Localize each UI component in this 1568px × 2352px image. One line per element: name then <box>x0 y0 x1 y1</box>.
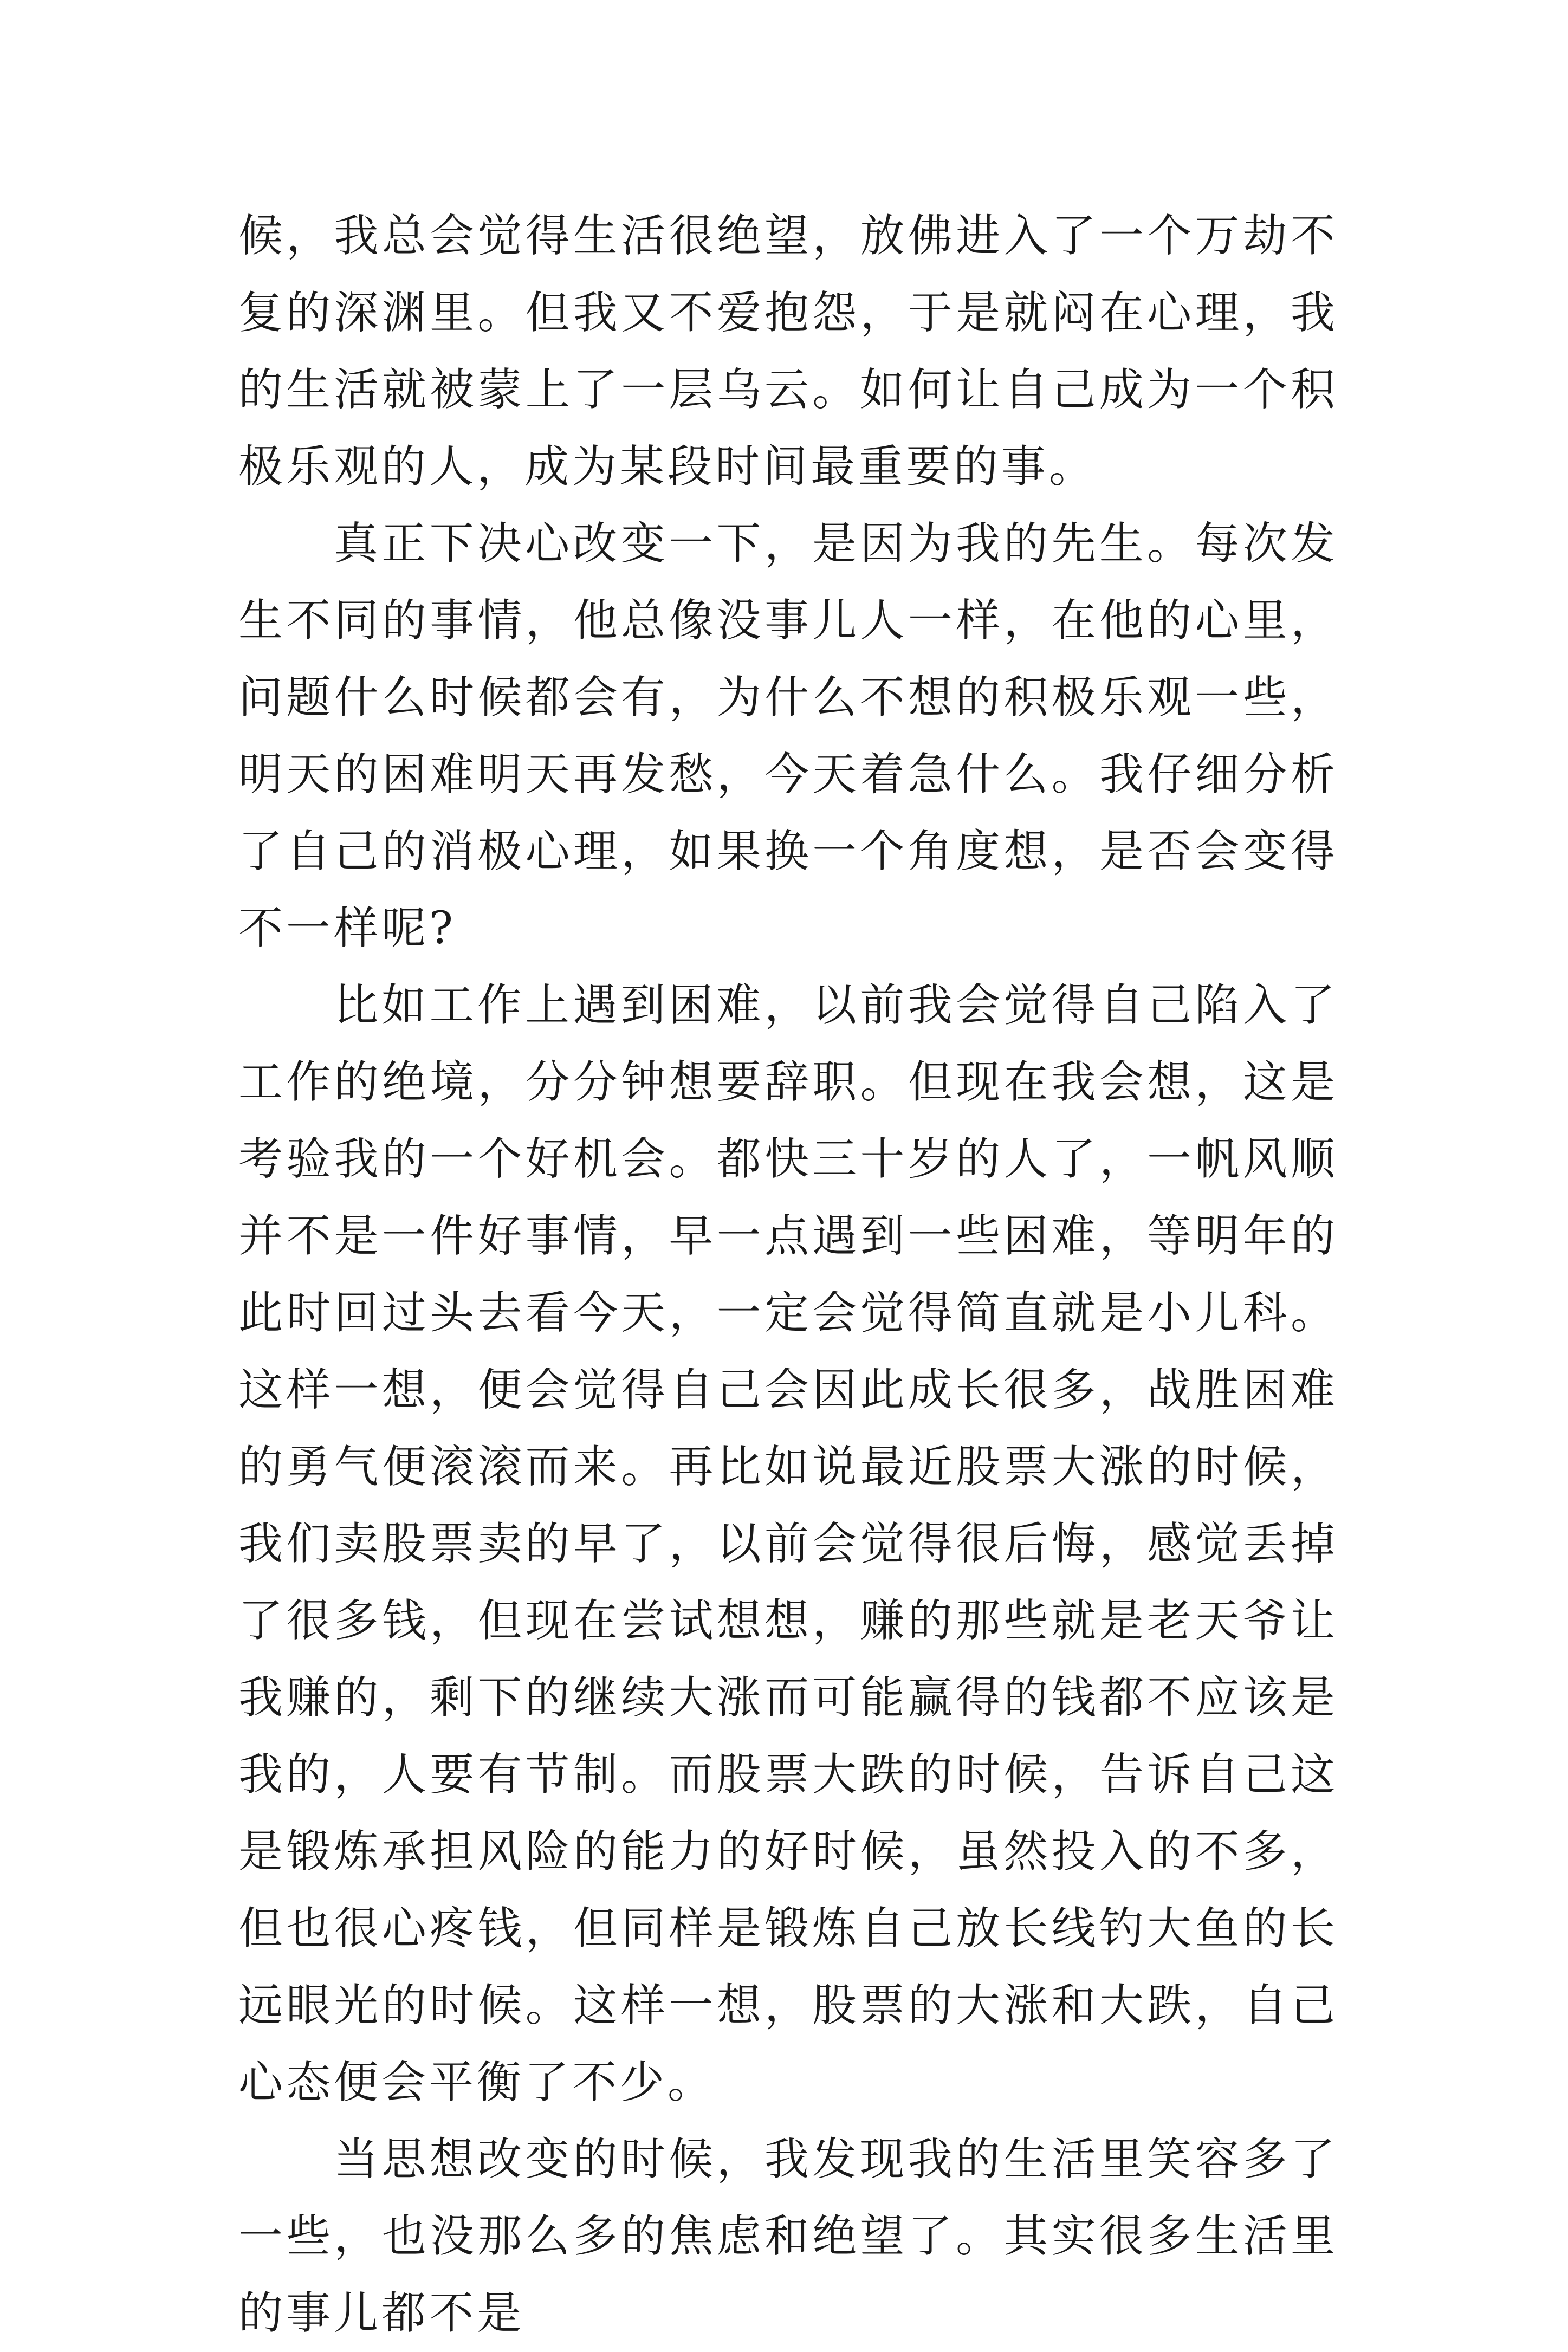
paragraph-2: 真正下决心改变一下，是因为我的先生。每次发生不同的事情，他总像没事儿人一样，在他的心里，问题什么时候都会有，为什么不想的积极乐观一些，明天的困难明天再发愁，今天着急什么。我仔细分析了自己的消极心理，如果换一个角度想，是否会变得不一样呢? <box>238 518 1338 954</box>
paragraph-1: 候，我总会觉得生活很绝望，放佛进入了一个万劫不复的深渊里。但我又不爱抱怨，于是就闷在心理，我的生活就被蒙上了一层乌云。如何让自己成为一个积极乐观的人，成为某段时间最重要的事。 <box>238 210 1338 493</box>
document-body <box>238 198 1338 2352</box>
paragraph-4: 当思想改变的时候，我发现我的生活里笑容多了一些，也没那么多的焦虑和绝望了。其实很多生活里的事儿都不是 <box>238 2134 1338 2339</box>
paragraph-3: 比如工作上遇到困难，以前我会觉得自己陷入了工作的绝境，分分钟想要辞职。但现在我会想，这是考验我的一个好机会。都快三十岁的人了，一帆风顺并不是一件好事情，早一点遇到一些困难，等明年的此时回过头去看今天，一定会觉得简直就是小儿科。这样一想，便会觉得自己会因此成长很多，战胜困难的勇气便滚滚而来。再比如说最近股票大涨的时候，我们卖股票卖的早了，以前会觉得很后悔，感觉丢掉了很多钱，但现在尝试想想，赚的那些就是老天爷让我赚的，剩下的继续大涨而可能赢得的钱都不应该是我的，人要有节制。而股票大跌的时候，告诉自己这是锻炼承担风险的能力的好时候，虽然投入的不多，但也很心疼钱，但同样是锻炼自己放长线钓大鱼的长远眼光的时候。这样一想，股票的大涨和大跌，自己心态便会平衡了不少。 <box>238 980 1338 2108</box>
